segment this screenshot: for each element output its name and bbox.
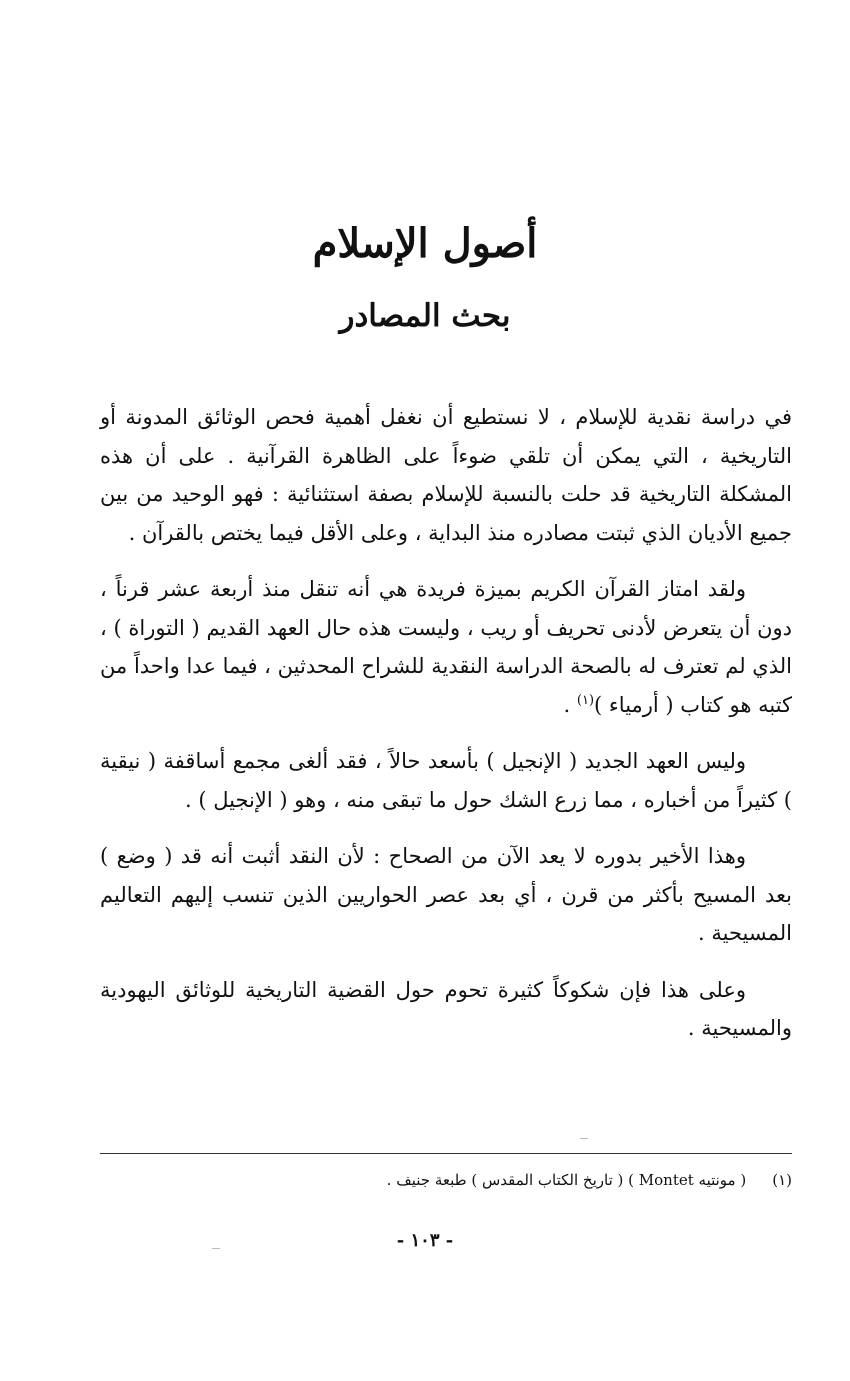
page-subtitle: بحث المصادر [339, 298, 511, 334]
paragraph-4: وهذا الأخير بدوره لا يعد الآن من الصحاح : لأن النقد أثبت أنه قد ( وضع ) بعد المسيح بأكثر من قرن ، أي بعد عصر الحواريين الذين تنسب إليهم التعاليم المسيحية . [100, 844, 792, 945]
footnote-number: (١) [772, 1171, 792, 1189]
paragraph-5: وعلى هذا فإن شكوكاً كثيرة تحوم حول القضية التاريخية للوثائق اليهودية والمسيحية . [100, 977, 792, 1040]
paragraph-2-text: ولقد امتاز القرآن الكريم بميزة فريدة هي أنه تنقل منذ أربعة عشر قرناً ، دون أن يتعرض لأدنى تحريف أو ريب ، وليست هذه حال العهد القديم ( التوراة ) ، الذي لم تعترف له بالصحة الدراسة النقدية للشراح المحدثين ، فيما عدا واحداً من كتبه هو كتاب ( أرمياء ) [100, 577, 792, 717]
body-text [100, 398, 792, 1066]
page-number: - ١٠٣ - [396, 1230, 454, 1251]
page-title: أصول الإسلام [312, 220, 538, 267]
scan-speck [580, 1138, 588, 1139]
footnote-divider [100, 1153, 792, 1154]
scan-speck [212, 1248, 220, 1249]
footnote-text: ( مونتيه Montet ) ( تاريخ الكتاب المقدس ) طبعة جنيف . [386, 1171, 747, 1189]
footnote [100, 1168, 792, 1192]
paragraph-2-end: . [563, 692, 577, 717]
paragraph-2 [100, 570, 792, 724]
footnote-reference[interactable]: (١) [576, 692, 595, 708]
paragraph-1: في دراسة نقدية للإسلام ، لا نستطيع أن نغفل أهمية فحص الوثائق المدونة أو التاريخية ، التي يمكن أن تلقي ضوءاً على الظاهرة القرآنية . على أن هذه المشكلة التاريخية قد حلت بالنسبة للإسلام بصفة استثنائية : فهو الوحيد من بين جميع الأديان الذي ثبتت مصادره منذ البداية ، وعلى الأقل فيما يختص بالقرآن . [100, 405, 792, 545]
paragraph-3: وليس العهد الجديد ( الإنجيل ) بأسعد حالاً ، فقد ألغى مجمع أساقفة ( نيقية ) كثيراً من أخباره ، مما زرع الشك حول ما تبقى منه ، وهو ( الإنجيل ) . [100, 749, 792, 812]
